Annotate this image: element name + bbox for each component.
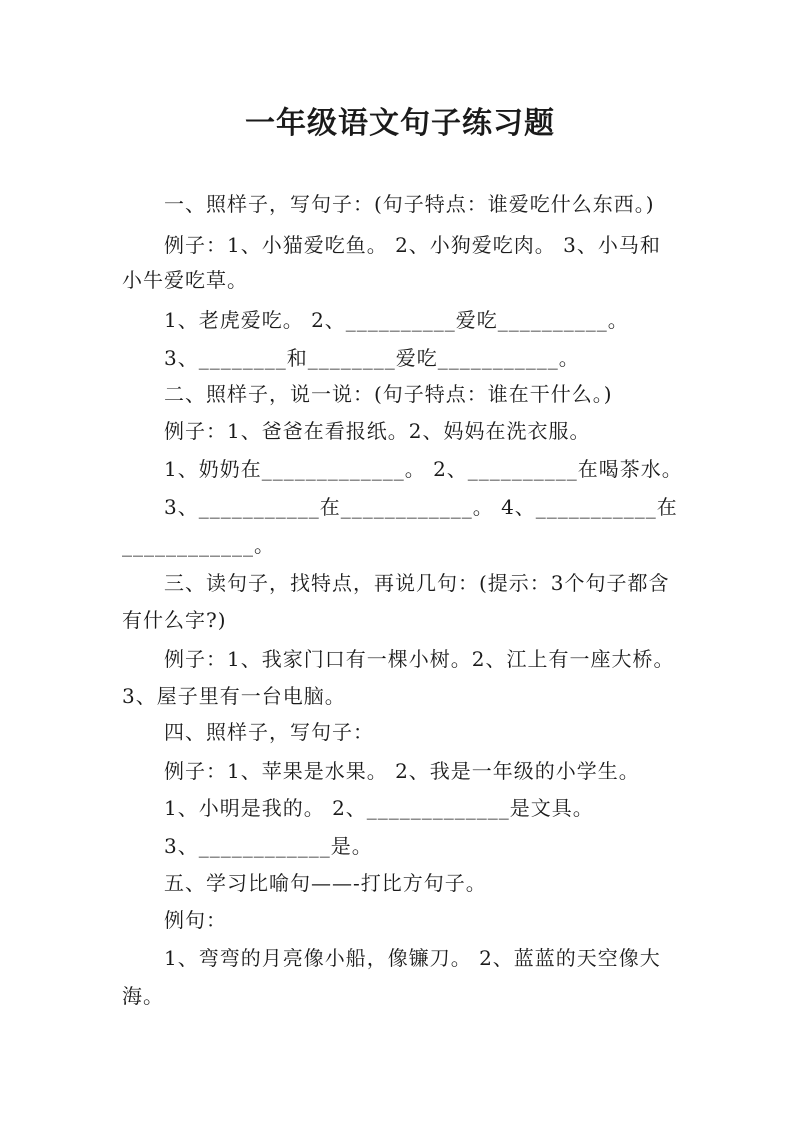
section-5-example: 1、弯弯的月亮像小船，像镰刀。 2、蓝蓝的天空像大 (164, 946, 661, 970)
section-2-exercise-b-cont: ____________。 (122, 533, 275, 557)
section-4-exercise-a: 1、小明是我的。 2、_____________是文具。 (164, 796, 594, 820)
section-3-heading-cont: 有什么字?) (122, 608, 227, 632)
section-1-heading: 一、照样子，写句子：(句子特点：谁爱吃什么东西。) (164, 192, 655, 216)
section-2-heading: 二、照样子，说一说：(句子特点：谁在干什么。) (164, 382, 613, 406)
section-3-example-cont: 3、屋子里有一台电脑。 (122, 684, 346, 708)
section-5-heading: 五、学习比喻句——-打比方句子。 (164, 871, 487, 895)
section-1-example-cont: 小牛爱吃草。 (122, 268, 248, 292)
page-title: 一年级语文句子练习题 (245, 106, 555, 141)
section-1-example: 例子：1、小猫爱吃鱼。 2、小狗爱吃肉。 3、小马和 (164, 233, 661, 257)
section-4-example: 例子：1、苹果是水果。 2、我是一年级的小学生。 (164, 759, 640, 783)
section-3-heading: 三、读句子，找特点，再说几句：(提示：3个句子都含 (164, 571, 670, 595)
section-2-exercise-b: 3、___________在____________。 4、___________在 (164, 495, 678, 519)
section-4-heading: 四、照样子，写句子： (164, 720, 374, 744)
section-2-example: 例子：1、爸爸在看报纸。2、妈妈在洗衣服。 (164, 419, 591, 443)
section-1-exercise-a: 1、老虎爱吃。 2、__________爱吃__________。 (164, 308, 629, 332)
section-5-example-label: 例句： (164, 908, 227, 932)
section-1-exercise-b: 3、________和________爱吃___________。 (164, 346, 580, 370)
section-5-example-cont: 海。 (122, 984, 164, 1008)
section-2-exercise-a: 1、奶奶在_____________。 2、__________在喝茶水。 (164, 457, 683, 481)
section-4-exercise-b: 3、____________是。 (164, 834, 373, 858)
section-3-example: 例子：1、我家门口有一棵小树。2、江上有一座大桥。 (164, 647, 675, 671)
